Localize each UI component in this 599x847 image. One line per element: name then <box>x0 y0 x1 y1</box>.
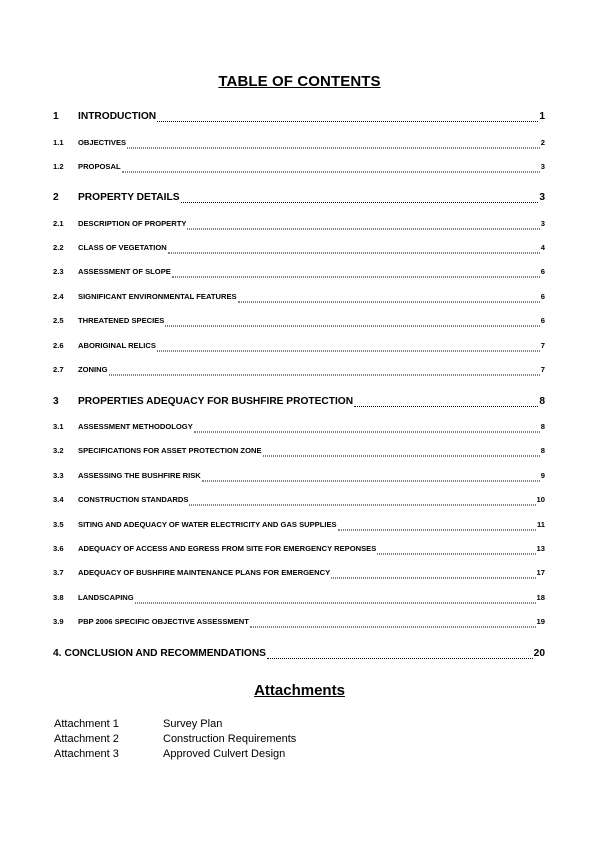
toc-entry-title: PBP 2006 SPECIFIC OBJECTIVE ASSESSMENT <box>78 617 249 626</box>
toc-entry-number: 3.1 <box>53 422 64 431</box>
toc-entry[interactable] <box>53 292 545 306</box>
toc-entry[interactable] <box>53 568 545 582</box>
toc-entry-number: 2.2 <box>53 243 64 252</box>
toc-entry-title: THREATENED SPECIES <box>78 316 165 325</box>
toc-entry-number: 3.6 <box>53 544 64 553</box>
toc-entry[interactable] <box>53 267 545 281</box>
toc-entry-title: SIGNIFICANT ENVIRONMENTAL FEATURES <box>78 292 237 301</box>
toc-entry-title: SITING AND ADEQUACY OF WATER ELECTRICITY AND GAS SUPPLIES <box>78 520 337 529</box>
toc-entry[interactable] <box>53 544 545 558</box>
toc-entry-title: SPECIFICATIONS FOR ASSET PROTECTION ZONE <box>78 446 262 455</box>
attachment-label: Attachment 1 <box>54 718 119 730</box>
toc-entry[interactable] <box>53 341 545 355</box>
toc-entry-page: 17 <box>536 568 545 577</box>
toc-entry-title: LANDSCAPING <box>78 593 134 602</box>
attachment-row <box>54 748 285 760</box>
dot-leader <box>135 602 536 603</box>
toc-entry-page: 8 <box>540 446 545 455</box>
dot-leader <box>250 626 536 627</box>
toc-entry-page: 3 <box>539 192 545 203</box>
toc-entry[interactable] <box>53 495 545 509</box>
attachment-name: Construction Requirements <box>163 733 297 745</box>
toc-entry[interactable] <box>53 138 545 152</box>
dot-leader <box>354 406 538 407</box>
toc-entry[interactable] <box>53 162 545 176</box>
toc-entry-title: ZONING <box>78 365 108 374</box>
toc-entry-page: 3 <box>540 219 545 228</box>
page-title: TABLE OF CONTENTS <box>218 73 381 90</box>
toc-entry-title: ASSESSMENT OF SLOPE <box>78 267 171 276</box>
toc-entry[interactable] <box>53 219 545 233</box>
toc-entry-number: 2 <box>53 192 59 203</box>
toc-entry-page: 19 <box>536 617 545 626</box>
attachment-name: Survey Plan <box>163 718 223 730</box>
toc-entry-title: CONSTRUCTION STANDARDS <box>78 495 189 504</box>
dot-leader <box>189 504 535 505</box>
attachment-name: Approved Culvert Design <box>163 748 286 760</box>
toc-entry-number: 3.7 <box>53 568 64 577</box>
toc-entry-page: 6 <box>540 292 545 301</box>
toc-entry[interactable] <box>53 617 545 631</box>
dot-leader <box>202 480 540 481</box>
toc-entry[interactable] <box>53 396 545 410</box>
toc-entry[interactable] <box>53 648 545 662</box>
dot-leader <box>157 350 540 351</box>
toc-entry-number: 2.4 <box>53 292 64 301</box>
toc-entry-title: ASSESSING THE BUSHFIRE RISK <box>78 471 201 480</box>
toc-entry-page: 7 <box>540 341 545 350</box>
toc-entry[interactable] <box>53 471 545 485</box>
attachment-row <box>54 718 222 730</box>
toc-entry[interactable] <box>53 316 545 330</box>
toc-entry[interactable] <box>53 243 545 257</box>
toc-entry-title: ABORIGINAL RELICS <box>78 341 156 350</box>
toc-entry-number: 3.5 <box>53 520 64 529</box>
dot-leader <box>194 431 540 432</box>
attachment-row <box>54 733 296 745</box>
toc-entry-number: 3.3 <box>53 471 64 480</box>
toc-entry-page: 2 <box>540 138 545 147</box>
dot-leader <box>109 374 540 375</box>
toc-entry-number: 3.4 <box>53 495 64 504</box>
toc-entry-title: INTRODUCTION <box>78 111 157 122</box>
toc-entry-page: 6 <box>540 267 545 276</box>
toc-entry[interactable] <box>53 520 545 534</box>
toc-entry-title: OBJECTIVES <box>78 138 127 147</box>
toc-entry-title: ASSESSMENT METHODOLOGY <box>78 422 193 431</box>
toc-entry-page: 4 <box>540 243 545 252</box>
toc-entry-page: 18 <box>536 593 545 602</box>
toc-entry-title: PROPOSAL <box>78 162 121 171</box>
toc-entry[interactable] <box>53 365 545 379</box>
toc-entry-page: 6 <box>540 316 545 325</box>
dot-leader <box>157 121 538 122</box>
toc-entry-number: 3.2 <box>53 446 64 455</box>
attachment-label: Attachment 3 <box>54 748 119 760</box>
toc-entry-title: ADEQUACY OF BUSHFIRE MAINTENANCE PLANS FOR EMERGENCY <box>78 568 331 577</box>
toc-entry-number: 2.3 <box>53 267 64 276</box>
toc-entry-number: 3.9 <box>53 617 64 626</box>
toc-entry-page: 3 <box>540 162 545 171</box>
toc-entry-number: 2.6 <box>53 341 64 350</box>
dot-leader <box>127 147 540 148</box>
toc-entry-number: 4. <box>53 648 62 659</box>
dot-leader <box>331 577 535 578</box>
toc-entry-number: 1.2 <box>53 162 64 171</box>
toc-entry-page: 10 <box>536 495 545 504</box>
dot-leader <box>165 325 539 326</box>
toc-entry-title: DESCRIPTION OF PROPERTY <box>78 219 187 228</box>
toc-entry-page: 9 <box>540 471 545 480</box>
toc-entry-page: 1 <box>539 111 545 122</box>
toc-entry-number: 1.1 <box>53 138 64 147</box>
toc-entry-title: CLASS OF VEGETATION <box>78 243 167 252</box>
dot-leader <box>181 202 539 203</box>
dot-leader <box>168 252 540 253</box>
toc-entry-number: 1 <box>53 111 59 122</box>
dot-leader <box>267 658 533 659</box>
dot-leader <box>263 455 540 456</box>
dot-leader <box>377 553 535 554</box>
toc-entry-title: PROPERTY DETAILS <box>78 192 180 203</box>
toc-entry-number: 2.1 <box>53 219 64 228</box>
toc-entry-number: 2.5 <box>53 316 64 325</box>
toc-entry-title: CONCLUSION AND RECOMMENDATIONS <box>64 648 266 659</box>
toc-entry-number: 3 <box>53 396 59 407</box>
toc-entry-title: ADEQUACY OF ACCESS AND EGRESS FROM SITE FOR EMERGENCY REPONSES <box>78 544 377 553</box>
toc-entry-number: 3.8 <box>53 593 64 602</box>
toc-entry[interactable] <box>53 446 545 460</box>
toc-entry[interactable] <box>53 422 545 436</box>
dot-leader <box>238 301 540 302</box>
toc-entry-page: 8 <box>540 422 545 431</box>
toc-entry[interactable] <box>53 192 545 206</box>
toc-entry[interactable] <box>53 111 545 125</box>
toc-entry-page: 8 <box>539 396 545 407</box>
toc-entry-page: 11 <box>536 520 545 529</box>
dot-leader <box>187 228 539 229</box>
dot-leader <box>122 171 540 172</box>
attachments-heading: Attachments <box>254 682 345 699</box>
attachment-label: Attachment 2 <box>54 733 119 745</box>
toc-entry-page: 20 <box>533 648 545 659</box>
toc-entry[interactable] <box>53 593 545 607</box>
toc-entry-page: 13 <box>536 544 545 553</box>
toc-entry-title: PROPERTIES ADEQUACY FOR BUSHFIRE PROTECTION <box>78 396 354 407</box>
toc-entry-number: 2.7 <box>53 365 64 374</box>
toc-entry-page: 7 <box>540 365 545 374</box>
dot-leader <box>338 529 536 530</box>
dot-leader <box>172 276 540 277</box>
